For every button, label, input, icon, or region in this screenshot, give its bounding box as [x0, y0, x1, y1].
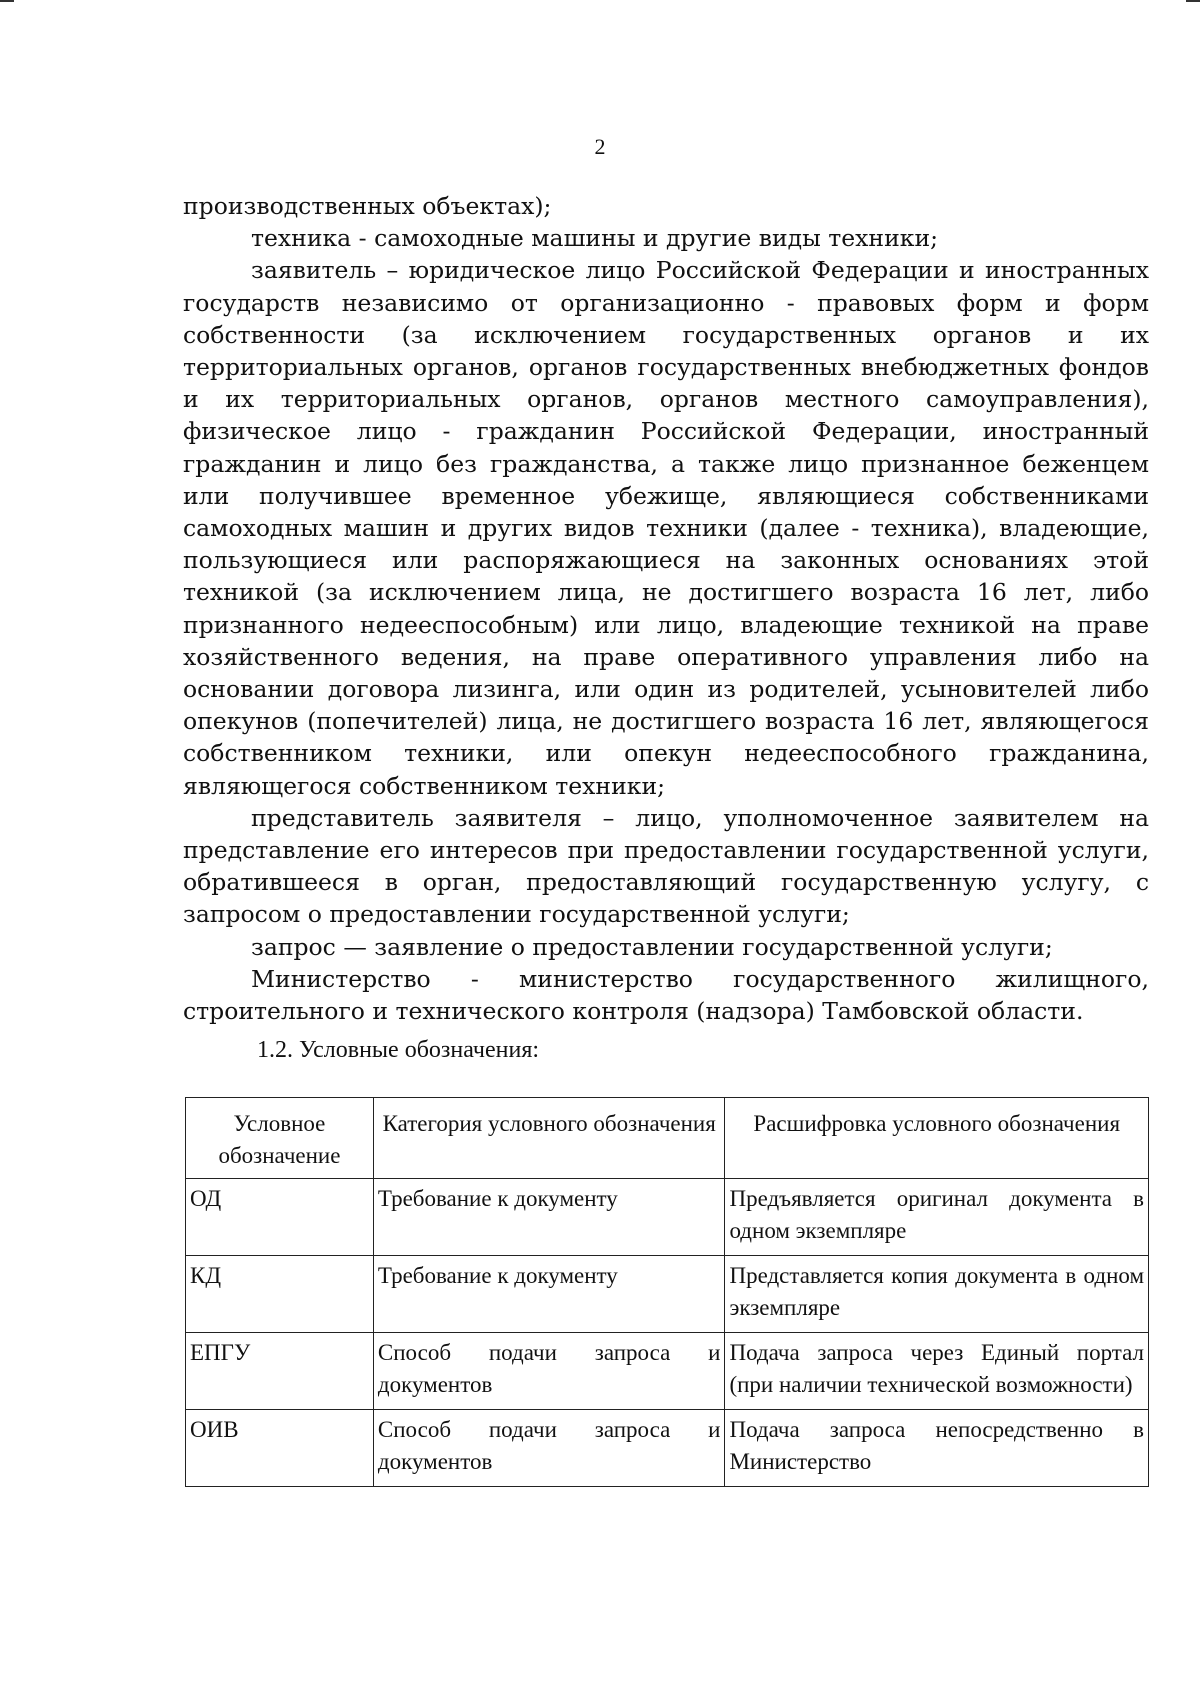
- table-row: [186, 1410, 1149, 1487]
- table-cell: КД: [186, 1256, 374, 1333]
- paragraph: представитель заявителя – лицо, уполномоченное заявителем на представление его интересов при предоставлении государственной услуги, обратившееся в орган, предоставляющий государственную услугу, с запросом о предоставлении государственной услуги;: [183, 803, 1149, 929]
- table-cell: Требование к документу: [373, 1256, 725, 1333]
- section-title: 1.2. Условные обозначения:: [257, 1037, 540, 1063]
- table-cell: ОД: [186, 1179, 374, 1256]
- table-cell: Представляется копия документа в одном экземпляре: [725, 1256, 1149, 1333]
- paragraph: запрос — заявление о предоставлении государственной услуги;: [251, 932, 1053, 961]
- paragraph: заявитель – юридическое лицо Российской Федерации и иностранных государств независимо от организационно - правовых форм и форм собственности (за исключением государственных органов и их территориальных органов, органов государственных внебюджетных фондов и их территориальных органов, органов местного самоуправления), физическое лицо - гражданин Российской Федерации, иностранный гражданин и лицо без гражданства, а также лицо признанное беженцем или получившее временное убежище, являющиеся собственниками самоходных машин и других видов техники (далее - техника), владеющие, пользующиеся или распоряжающиеся на законных основаниях этой техникой (за исключением лица, не достигшего возраста 16 лет, либо признанного недееспособным) или лицо, владеющие техникой на праве хозяйственного ведения, на праве оперативного управления либо на основании договора лизинга, или один из родителей, усыновителей либо опекунов (попечителей) лица, не достигшего возраста 16 лет, являющегося собственником техники, или опекун недееспособного гражданина, являющегося собственником техники;: [183, 256, 1149, 800]
- table-cell: Способ подачи запроса и документов: [373, 1410, 725, 1487]
- table-cell: Подача запроса непосредственно в Министерство: [725, 1410, 1149, 1487]
- table-cell: Требование к документу: [373, 1179, 725, 1256]
- paragraph: техника - самоходные машины и другие виды техники;: [251, 224, 939, 253]
- table-cell: ОИВ: [186, 1410, 374, 1487]
- header-cell: Условное обозначение: [186, 1098, 374, 1179]
- header-cell: Расшифровка условного обозначения: [725, 1098, 1149, 1179]
- table-row: [186, 1333, 1149, 1410]
- table-cell: Подача запроса через Единый портал (при наличии технической возможности): [725, 1333, 1149, 1410]
- table-cell: ЕПГУ: [186, 1333, 374, 1410]
- table-row: [186, 1256, 1149, 1333]
- scan-edge-mark-right: [1186, 0, 1200, 2]
- page-number: 2: [594, 134, 606, 159]
- scan-edge-mark-left: [0, 0, 14, 2]
- table-cell: Предъявляется оригинал документа в одном экземпляре: [725, 1179, 1149, 1256]
- table-row: [186, 1179, 1149, 1256]
- table-header-row: [186, 1098, 1149, 1179]
- paragraph: Министерство - министерство государственного жилищного, строительного и технического контроля (надзора) Тамбовской области.: [183, 964, 1149, 1026]
- legend-table: [185, 1097, 1149, 1487]
- table-cell: Способ подачи запроса и документов: [373, 1333, 725, 1410]
- header-cell: Категория условного обозначения: [373, 1098, 725, 1179]
- definitions-text: [183, 190, 1149, 1027]
- paragraph: производственных объектах);: [183, 192, 552, 220]
